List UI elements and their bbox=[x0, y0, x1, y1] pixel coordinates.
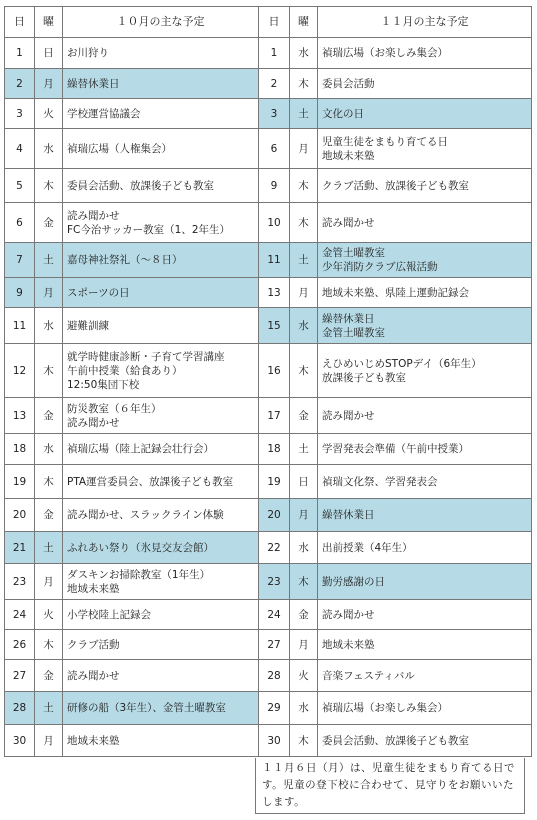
nov-day-cell: 1 bbox=[259, 38, 290, 69]
oct-weekday-header: 曜 bbox=[35, 7, 63, 38]
nov-day-cell: 9 bbox=[259, 169, 290, 203]
event-line: 地域未来塾、県陸上運動記録会 bbox=[322, 286, 469, 299]
nov-weekday-cell: 水 bbox=[290, 38, 318, 69]
oct-event-cell bbox=[63, 243, 259, 278]
event-line: 勤労感謝の日 bbox=[322, 575, 385, 588]
nov-day-cell: 6 bbox=[259, 129, 290, 169]
oct-day-cell: 24 bbox=[5, 600, 35, 630]
schedule-row bbox=[5, 69, 532, 99]
oct-event-cell bbox=[63, 69, 259, 99]
nov-weekday-cell: 土 bbox=[290, 434, 318, 465]
nov-event-cell bbox=[318, 600, 532, 630]
nov-weekday-cell: 月 bbox=[290, 278, 318, 308]
oct-day-cell: 4 bbox=[5, 129, 35, 169]
schedule-row bbox=[5, 344, 532, 398]
schedule-row bbox=[5, 434, 532, 465]
event-line: 読み聞かせ bbox=[67, 209, 120, 222]
nov-weekday-cell: 木 bbox=[290, 344, 318, 398]
nov-event-cell bbox=[318, 630, 532, 660]
nov-weekday-cell: 木 bbox=[290, 69, 318, 99]
schedule-body bbox=[5, 38, 532, 757]
oct-weekday-cell: 金 bbox=[35, 499, 63, 532]
nov-day-cell: 16 bbox=[259, 344, 290, 398]
oct-day-cell: 26 bbox=[5, 630, 35, 660]
event-line: 読み聞かせ bbox=[322, 409, 375, 422]
oct-event-cell bbox=[63, 564, 259, 600]
oct-weekday-cell: 木 bbox=[35, 344, 63, 398]
nov-day-cell: 15 bbox=[259, 308, 290, 344]
nov-weekday-cell: 水 bbox=[290, 308, 318, 344]
event-line: 読み聞かせ bbox=[322, 608, 375, 621]
event-line: 研修の船（3年生）、金管土曜教室 bbox=[67, 702, 226, 714]
event-line: 午前中授業（給食あり） bbox=[67, 364, 183, 377]
oct-event-cell bbox=[63, 203, 259, 243]
oct-event-cell bbox=[63, 600, 259, 630]
schedule-row bbox=[5, 169, 532, 203]
nov-event-cell bbox=[318, 398, 532, 434]
nov-event-cell bbox=[318, 465, 532, 499]
schedule-table bbox=[4, 6, 532, 757]
nov-weekday-cell: 金 bbox=[290, 398, 318, 434]
nov-event-cell bbox=[318, 129, 532, 169]
event-line: クラブ活動、放課後子ども教室 bbox=[322, 179, 469, 192]
oct-weekday-cell: 火 bbox=[35, 99, 63, 129]
event-line: 委員会活動、放課後子ども教室 bbox=[67, 179, 214, 192]
event-line: 繰替休業日 bbox=[67, 77, 120, 90]
oct-weekday-cell: 水 bbox=[35, 308, 63, 344]
oct-weekday-cell: 土 bbox=[35, 692, 63, 725]
oct-weekday-cell: 月 bbox=[35, 564, 63, 600]
oct-weekday-cell: 金 bbox=[35, 398, 63, 434]
event-line: えひめいじめSTOPデイ（6年生） bbox=[322, 357, 482, 370]
oct-day-cell: 28 bbox=[5, 692, 35, 725]
nov-day-cell: 20 bbox=[259, 499, 290, 532]
oct-weekday-cell: 金 bbox=[35, 203, 63, 243]
oct-weekday-cell: 日 bbox=[35, 38, 63, 69]
oct-weekday-cell: 木 bbox=[35, 630, 63, 660]
oct-day-cell: 27 bbox=[5, 660, 35, 692]
schedule-row bbox=[5, 600, 532, 630]
oct-weekday-cell: 金 bbox=[35, 660, 63, 692]
nov-day-cell: 13 bbox=[259, 278, 290, 308]
event-line: 学校運営協議会 bbox=[67, 107, 141, 120]
event-line: 読み聞かせ bbox=[322, 216, 375, 229]
nov-weekday-cell: 金 bbox=[290, 600, 318, 630]
oct-day-cell: 5 bbox=[5, 169, 35, 203]
event-line: 学習発表会準備（午前中授業） bbox=[322, 443, 469, 455]
oct-day-cell: 20 bbox=[5, 499, 35, 532]
event-line: お川狩り bbox=[67, 47, 109, 59]
oct-event-cell bbox=[63, 660, 259, 692]
schedule-row bbox=[5, 308, 532, 344]
oct-event-cell bbox=[63, 465, 259, 499]
oct-event-cell bbox=[63, 398, 259, 434]
event-line: 音楽フェスティバル bbox=[322, 669, 415, 682]
nov-day-cell: 27 bbox=[259, 630, 290, 660]
nov-event-cell bbox=[318, 278, 532, 308]
schedule-row bbox=[5, 278, 532, 308]
event-line: 児童生徒をまもり育てる日 bbox=[322, 135, 448, 148]
nov-weekday-cell: 月 bbox=[290, 630, 318, 660]
nov-event-cell bbox=[318, 692, 532, 725]
oct-day-cell: 9 bbox=[5, 278, 35, 308]
oct-event-cell bbox=[63, 344, 259, 398]
schedule-row bbox=[5, 630, 532, 660]
nov-weekday-cell: 火 bbox=[290, 660, 318, 692]
event-line: 禎瑞文化祭、学習発表会 bbox=[322, 475, 438, 488]
event-line: FC今治サッカー教室（1、2年生） bbox=[67, 223, 231, 236]
nov-day-cell: 24 bbox=[259, 600, 290, 630]
event-line: 放課後子ども教室 bbox=[322, 371, 406, 384]
nov-event-cell bbox=[318, 725, 532, 757]
oct-weekday-cell: 月 bbox=[35, 278, 63, 308]
event-line: 就学時健康診断・子育て学習講座 bbox=[67, 350, 225, 363]
schedule-row bbox=[5, 532, 532, 564]
oct-weekday-cell: 土 bbox=[35, 243, 63, 278]
oct-day-cell: 3 bbox=[5, 99, 35, 129]
note-box: １１月６日（月）は、児童生徒をまもり育てる日です。児童の登下校に合わせて、見守りをお願いいたします。 bbox=[255, 758, 525, 814]
oct-event-cell bbox=[63, 278, 259, 308]
oct-event-cell bbox=[63, 692, 259, 725]
oct-weekday-cell: 水 bbox=[35, 129, 63, 169]
oct-day-cell: 30 bbox=[5, 725, 35, 757]
event-line: PTA運営委員会、放課後子ども教室 bbox=[67, 475, 234, 488]
nov-weekday-cell: 月 bbox=[290, 129, 318, 169]
event-line: 読み聞かせ bbox=[67, 416, 120, 429]
nov-day-cell: 3 bbox=[259, 99, 290, 129]
oct-event-cell bbox=[63, 38, 259, 69]
event-line: 委員会活動 bbox=[322, 77, 375, 90]
oct-day-header: 日 bbox=[5, 7, 35, 38]
nov-event-cell bbox=[318, 564, 532, 600]
oct-weekday-cell: 水 bbox=[35, 434, 63, 465]
event-line: 委員会活動、放課後子ども教室 bbox=[322, 734, 469, 747]
nov-weekday-cell: 月 bbox=[290, 499, 318, 532]
oct-day-cell: 12 bbox=[5, 344, 35, 398]
event-line: 禎瑞広場（お楽しみ集会） bbox=[322, 702, 448, 714]
schedule-row bbox=[5, 660, 532, 692]
event-line: スポーツの日 bbox=[67, 286, 130, 299]
nov-day-cell: 19 bbox=[259, 465, 290, 499]
nov-weekday-cell: 木 bbox=[290, 203, 318, 243]
nov-day-cell: 29 bbox=[259, 692, 290, 725]
oct-weekday-cell: 月 bbox=[35, 69, 63, 99]
oct-day-cell: 19 bbox=[5, 465, 35, 499]
event-line: ダスキンお掃除教室（1年生） bbox=[67, 568, 211, 581]
oct-event-cell bbox=[63, 129, 259, 169]
event-line: 嘉母神社祭礼（～８日） bbox=[67, 254, 183, 266]
event-line: 12:50集団下校 bbox=[67, 378, 140, 391]
event-line: 防災教室（６年生） bbox=[67, 402, 162, 415]
event-line: 地域未来塾 bbox=[322, 149, 375, 162]
oct-event-cell bbox=[63, 99, 259, 129]
oct-weekday-cell: 木 bbox=[35, 465, 63, 499]
schedule-row bbox=[5, 99, 532, 129]
nov-weekday-cell: 土 bbox=[290, 243, 318, 278]
nov-weekday-cell: 木 bbox=[290, 564, 318, 600]
oct-day-cell: 21 bbox=[5, 532, 35, 564]
oct-event-cell bbox=[63, 169, 259, 203]
oct-event-cell bbox=[63, 434, 259, 465]
schedule-row bbox=[5, 725, 532, 757]
nov-event-cell bbox=[318, 203, 532, 243]
event-line: 金管土曜教室 bbox=[322, 247, 385, 259]
oct-day-cell: 6 bbox=[5, 203, 35, 243]
event-line: 繰替休業日 bbox=[322, 509, 375, 521]
schedule-row bbox=[5, 203, 532, 243]
nov-day-cell: 10 bbox=[259, 203, 290, 243]
schedule-row bbox=[5, 499, 532, 532]
nov-event-cell bbox=[318, 308, 532, 344]
nov-weekday-cell: 木 bbox=[290, 725, 318, 757]
schedule-row bbox=[5, 564, 532, 600]
nov-day-cell: 17 bbox=[259, 398, 290, 434]
event-line: 文化の日 bbox=[322, 107, 364, 120]
oct-event-cell bbox=[63, 499, 259, 532]
nov-weekday-cell: 水 bbox=[290, 692, 318, 725]
event-line: 繰替休業日 bbox=[322, 312, 375, 325]
schedule-row bbox=[5, 692, 532, 725]
nov-event-cell bbox=[318, 344, 532, 398]
nov-event-cell bbox=[318, 99, 532, 129]
oct-event-cell bbox=[63, 308, 259, 344]
oct-weekday-cell: 火 bbox=[35, 600, 63, 630]
event-line: 金管土曜教室 bbox=[322, 326, 385, 339]
event-line: 出前授業（4年生） bbox=[322, 541, 413, 554]
oct-weekday-cell: 土 bbox=[35, 532, 63, 564]
schedule-row bbox=[5, 465, 532, 499]
nov-day-cell: 23 bbox=[259, 564, 290, 600]
event-line: 禎瑞広場（人権集会） bbox=[67, 142, 172, 155]
event-line: 読み聞かせ、スラックライン体験 bbox=[67, 509, 224, 521]
nov-event-cell bbox=[318, 169, 532, 203]
event-line: 小学校陸上記録会 bbox=[67, 608, 151, 621]
nov-weekday-cell: 土 bbox=[290, 99, 318, 129]
header-row bbox=[5, 7, 532, 38]
event-line: 地域未来塾 bbox=[322, 638, 375, 651]
schedule-row bbox=[5, 38, 532, 69]
nov-weekday-header: 曜 bbox=[290, 7, 318, 38]
nov-weekday-cell: 木 bbox=[290, 169, 318, 203]
nov-event-cell bbox=[318, 69, 532, 99]
nov-event-cell bbox=[318, 660, 532, 692]
oct-weekday-cell: 木 bbox=[35, 169, 63, 203]
event-line: 禎瑞広場（陸上記録会壮行会） bbox=[67, 443, 214, 455]
schedule-row bbox=[5, 398, 532, 434]
oct-weekday-cell: 月 bbox=[35, 725, 63, 757]
oct-day-cell: 7 bbox=[5, 243, 35, 278]
oct-event-cell bbox=[63, 532, 259, 564]
event-line: 読み聞かせ bbox=[67, 669, 120, 682]
oct-day-cell: 23 bbox=[5, 564, 35, 600]
nov-event-cell bbox=[318, 243, 532, 278]
event-line: 少年消防クラブ広報活動 bbox=[322, 261, 438, 273]
nov-event-cell bbox=[318, 532, 532, 564]
oct-day-cell: 11 bbox=[5, 308, 35, 344]
oct-day-cell: 1 bbox=[5, 38, 35, 69]
oct-title-header: １０月の主な予定 bbox=[63, 7, 259, 38]
nov-event-cell bbox=[318, 434, 532, 465]
nov-day-header: 日 bbox=[259, 7, 290, 38]
schedule-row bbox=[5, 129, 532, 169]
nov-event-cell bbox=[318, 499, 532, 532]
event-line: 避難訓練 bbox=[67, 319, 109, 332]
oct-day-cell: 2 bbox=[5, 69, 35, 99]
nov-event-cell bbox=[318, 38, 532, 69]
nov-day-cell: 11 bbox=[259, 243, 290, 278]
event-line: クラブ活動 bbox=[67, 638, 120, 651]
nov-day-cell: 18 bbox=[259, 434, 290, 465]
nov-day-cell: 22 bbox=[259, 532, 290, 564]
oct-day-cell: 13 bbox=[5, 398, 35, 434]
oct-event-cell bbox=[63, 630, 259, 660]
nov-day-cell: 30 bbox=[259, 725, 290, 757]
oct-day-cell: 18 bbox=[5, 434, 35, 465]
nov-day-cell: 28 bbox=[259, 660, 290, 692]
oct-event-cell bbox=[63, 725, 259, 757]
nov-day-cell: 2 bbox=[259, 69, 290, 99]
schedule-row bbox=[5, 243, 532, 278]
nov-title-header: １１月の主な予定 bbox=[318, 7, 532, 38]
event-line: 地域未来塾 bbox=[67, 582, 120, 595]
nov-weekday-cell: 日 bbox=[290, 465, 318, 499]
event-line: 地域未来塾 bbox=[67, 734, 120, 747]
event-line: 禎瑞広場（お楽しみ集会） bbox=[322, 47, 448, 59]
event-line: ふれあい祭り（氷見交友会館） bbox=[67, 541, 214, 554]
nov-weekday-cell: 水 bbox=[290, 532, 318, 564]
